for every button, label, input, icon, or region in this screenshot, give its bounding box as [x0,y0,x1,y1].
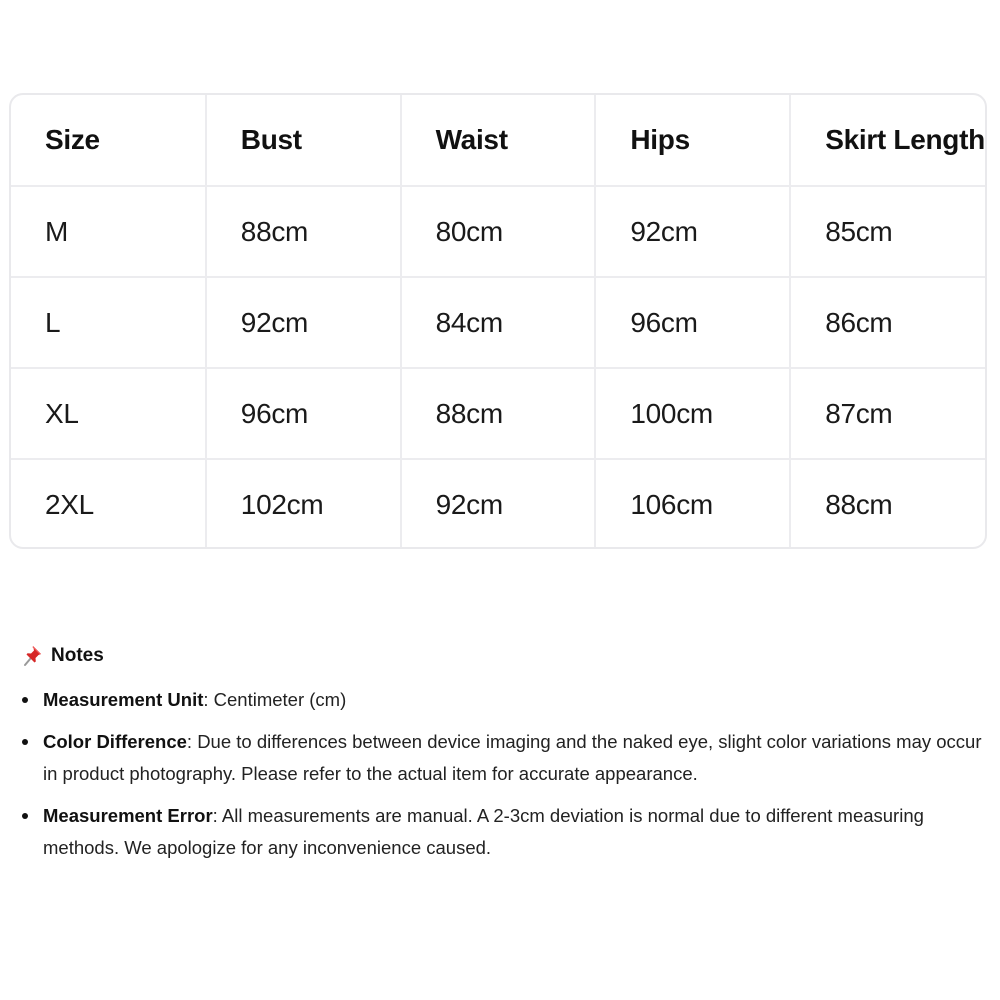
table-row [11,186,985,277]
table-row [11,277,985,368]
cell-waist: 92cm [401,459,596,549]
bullet-icon [22,697,28,703]
cell-size: M [11,186,206,277]
header-bust: Bust [206,95,401,186]
notes-list [22,684,988,864]
table-row [11,368,985,459]
list-item [22,684,988,716]
cell-size: L [11,277,206,368]
cell-waist: 88cm [401,368,596,459]
cell-hips: 92cm [595,186,790,277]
notes-section [22,642,988,874]
note-term: Measurement Unit [43,689,204,710]
cell-hips: 96cm [595,277,790,368]
cell-bust: 88cm [206,186,401,277]
cell-skirt-length: 86cm [790,277,985,368]
table-header-row [11,95,985,186]
note-text: : Due to differences between device imaging and the naked eye, slight color variations may occur in product photography. Please refer to the actual item for accurate appearance. [43,731,982,784]
cell-waist: 80cm [401,186,596,277]
pushpin-icon [22,645,42,667]
note-term: Color Difference [43,731,187,752]
notes-title: Notes [51,645,104,666]
cell-bust: 96cm [206,368,401,459]
list-item [22,800,988,864]
cell-size: XL [11,368,206,459]
list-item [22,726,988,790]
bullet-icon [22,739,28,745]
cell-bust: 92cm [206,277,401,368]
cell-size: 2XL [11,459,206,549]
table-row [11,459,985,549]
cell-hips: 100cm [595,368,790,459]
cell-skirt-length: 85cm [790,186,985,277]
size-chart-table [11,95,985,549]
cell-skirt-length: 88cm [825,489,893,520]
note-text: : All measurements are manual. A 2-3cm deviation is normal due to different measuring methods. We apologize for any inconvenience caused. [43,805,924,858]
note-term: Measurement Error [43,805,213,826]
header-hips: Hips [595,95,790,186]
header-waist: Waist [401,95,596,186]
cell-bust: 102cm [206,459,401,549]
cell-hips: 106cm [595,459,790,549]
cell-skirt-length: 87cm [790,368,985,459]
note-text: : Centimeter (cm) [203,689,347,710]
bullet-icon [22,813,28,819]
notes-heading [22,642,988,670]
size-chart-table-container [9,93,987,549]
header-size: Size [11,95,206,186]
cell-waist: 84cm [401,277,596,368]
header-skirt-length: Skirt Length [790,95,985,186]
